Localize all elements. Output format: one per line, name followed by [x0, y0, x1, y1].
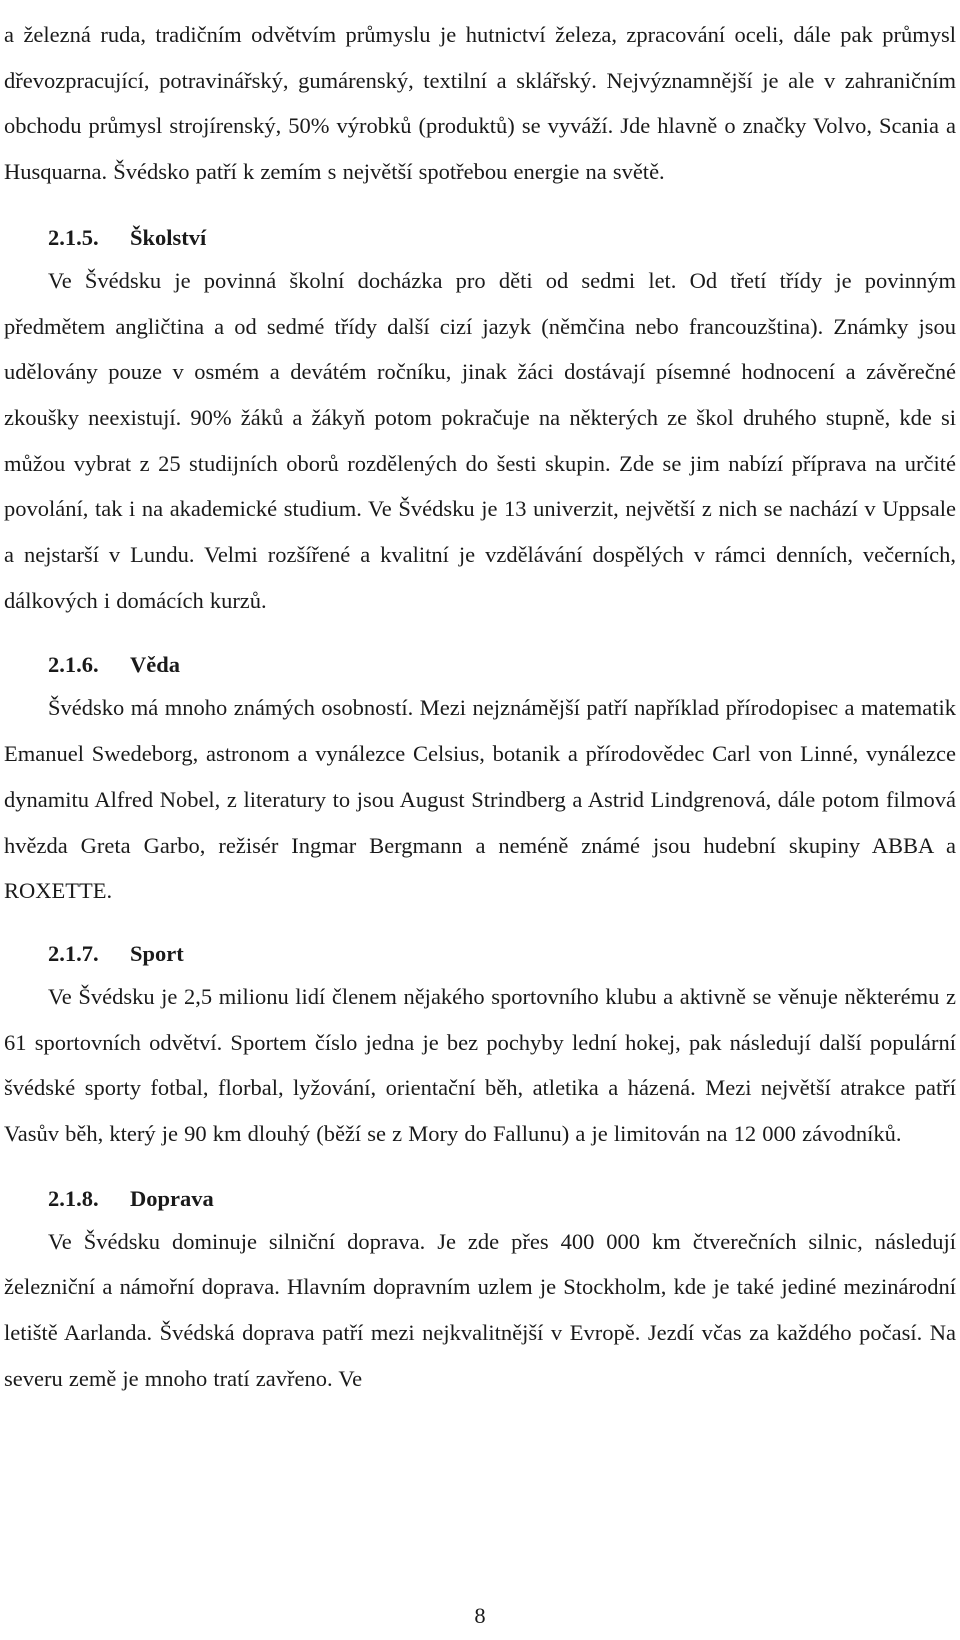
section-paragraph-sport: Ve Švédsku je 2,5 milionu lidí členem nějakého sportovního klubu a aktivně se věnuje některému z 61 sportovních odvětví. Sportem číslo jedna je bez pochyby lední hokej, pak následují další populární švédské sporty fotbal, florbal, lyžování, orientační běh, atletika a házená. Mezi největší atrakce patří Vasův běh, který je 90 km dlouhý (běží se z Mory do Fallunu) a je limitován na 12 000 závodníků. — [4, 983, 956, 1147]
section-heading-skolstvi — [4, 218, 956, 258]
spacer — [4, 914, 956, 934]
section-heading-sport — [4, 934, 956, 974]
section-number: 2.1.5. — [48, 224, 99, 250]
section-number: 2.1.7. — [48, 940, 99, 966]
spacer — [4, 623, 956, 645]
section-paragraph-skolstvi: Ve Švédsku je povinná školní docházka pro děti od sedmi let. Od třetí třídy je povinným předmětem angličtina a od sedmé třídy další cizí jazyk (němčina nebo francouzština). Známky jsou udělovány pouze v osmém a devátém ročníku, jinak žáci dostávají písemné hodnocení a závěrečné zkoušky neexistují. 90% žáků a žákyň potom pokračuje na některých ze škol druhého stupně, kde si můžou vybrat z 25 studijních oborů rozdělených do šesti skupin. Zde se jim nabízí příprava na určité povolání, tak i na akademické studium. Ve Švédsku je 13 univerzit, největší z nich se nachází v Uppsale a nejstarší v Lundu. Velmi rozšířené a kvalitní je vzdělávání dospělých v rámci denních, večerních, dálkových i domácích kurzů. — [4, 267, 956, 613]
section-title: Věda — [130, 652, 180, 678]
section-title: Doprava — [130, 1185, 214, 1211]
section-paragraph-doprava: Ve Švédsku dominuje silniční doprava. Je zde přes 400 000 km čtverečních silnic, následují železniční a námořní doprava. Hlavním dopravním uzlem je Stockholm, kde je také jediné mezinárodní letiště Aarlanda. Švédská doprava patří mezi nejkvalitnější v Evropě. Jezdí včas za každého počasí. Na severu země je mnoho tratí zavřeno. Ve — [4, 1228, 956, 1391]
section-title: Školství — [130, 224, 207, 250]
section-title: Sport — [130, 940, 184, 966]
page-content — [4, 12, 956, 1402]
section-heading-veda — [4, 645, 956, 685]
intro-paragraph: a železná ruda, tradičním odvětvím průmyslu je hutnictví železa, zpracování oceli, dále pak průmysl dřevozpracující, potravinářský, gumárenský, textilní a sklářský. Nejvýznamnější je ale v zahraničním obchodu průmysl strojírenský, 50% výrobků (produktů) se vyváží. Jde hlavně o značky Volvo, Scania a Husquarna. Švédsko patří k zemím s největší spotřebou energie na světě. — [4, 22, 956, 185]
section-number: 2.1.8. — [48, 1185, 99, 1211]
section-paragraph-veda: Švédsko má mnoho známých osobností. Mezi nejznámější patří například přírodopisec a matematik Emanuel Swedeborg, astronom a vynálezce Celsius, botanik a přírodovědec Carl von Linné, vynálezce dynamitu Alfred Nobel, z literatury to jsou August Strindberg a Astrid Lindgrenová, dále potom filmová hvězda Greta Garbo, režisér Ingmar Bergmann a neméně známé jsou hudební skupiny ABBA a ROXETTE. — [4, 695, 956, 904]
spacer — [4, 1157, 956, 1179]
spacer — [4, 195, 956, 218]
section-heading-doprava — [4, 1179, 956, 1219]
section-number: 2.1.6. — [48, 652, 99, 678]
page-number: 8 — [474, 1603, 486, 1628]
